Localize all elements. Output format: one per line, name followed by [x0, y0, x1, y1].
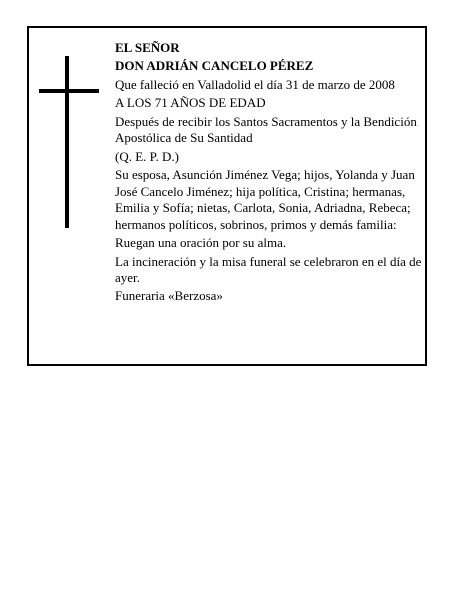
prayer-line: Ruegan una oración por su alma.	[115, 235, 287, 251]
funeral-home-line: Funeraria «Berzosa»	[115, 288, 223, 304]
obituary-text	[115, 40, 423, 307]
family-paragraph: Su esposa, Asunción Jiménez Vega; hijos, Yolanda y Juan José Cancelo Jiménez; hija política, Cristina; hermanas, Emilia y Sofía; nietas, Carlota, Sonia, Adriadna, Rebeca; hermanos políticos, sobrinos, primos y demás familia:	[115, 166, 415, 232]
deceased-name: DON ADRIÁN CANCELO PÉREZ	[115, 58, 314, 74]
cross-vertical-bar	[65, 56, 69, 228]
sacraments-line: Después de recibir los Santos Sacramentos y la Bendición Apostólica de Su Santidad	[115, 113, 417, 146]
death-line: Que falleció en Valladolid el día 31 de marzo de 2008	[115, 76, 395, 92]
cross-horizontal-bar	[39, 89, 99, 93]
obituary-title: EL SEÑOR	[115, 40, 180, 55]
cross-icon	[39, 56, 101, 228]
funeral-paragraph: La incineración y la misa funeral se celebraron en el día de ayer.	[115, 253, 422, 286]
qepd-line: (Q. E. P. D.)	[115, 148, 179, 164]
age-line: A LOS 71 AÑOS DE EDAD	[115, 95, 266, 111]
obituary-notice	[27, 26, 427, 366]
